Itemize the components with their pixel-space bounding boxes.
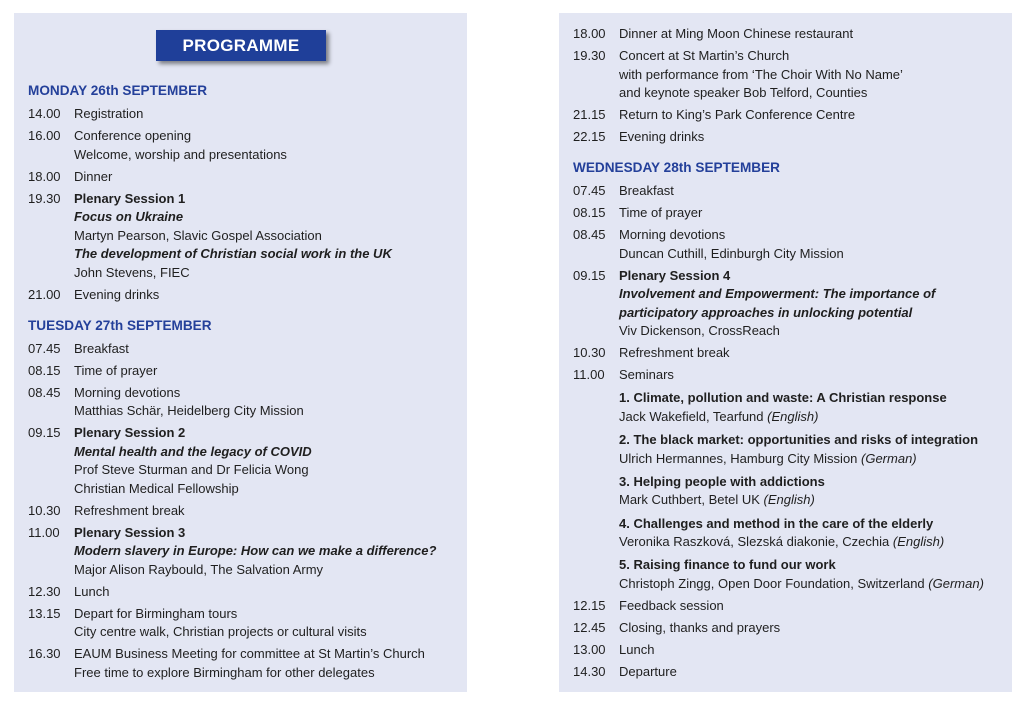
entry-time: 19.30 <box>573 48 606 63</box>
entry-details <box>74 286 466 305</box>
session-heading: Plenary Session 1 <box>74 190 186 206</box>
entry-details <box>74 168 466 187</box>
session-heading: 4. Challenges and method in the care of the elderly <box>619 515 934 531</box>
entry-details <box>74 605 466 642</box>
entry-details <box>619 597 1011 616</box>
entry-details <box>619 344 1011 363</box>
session-topic: Focus on Ukraine <box>74 209 184 224</box>
session-heading: 3. Helping people with addictions <box>619 473 825 489</box>
entry-time: 14.00 <box>28 106 61 121</box>
entry-details <box>619 182 1011 201</box>
entry-time: 14.30 <box>573 664 606 679</box>
entry-line: Dinner <box>74 168 113 184</box>
language-note: (English) <box>763 492 815 508</box>
entry-line: Seminars <box>619 367 674 382</box>
entry-line: Time of prayer <box>619 205 703 220</box>
entry-time: 10.30 <box>573 345 606 360</box>
entry-time: 07.45 <box>573 183 606 198</box>
entry-details <box>619 204 1011 223</box>
session-heading: 1. Climate, pollution and waste: A Christian response <box>619 390 947 406</box>
entry-line: Time of prayer <box>74 362 158 378</box>
entry-time: 09.15 <box>573 267 606 283</box>
entry-line: Depart for Birmingham tours <box>74 605 238 621</box>
entry-details <box>74 362 466 381</box>
session-heading: Plenary Session 3 <box>74 524 186 540</box>
entry-line: Evening drinks <box>619 129 705 144</box>
entry-line: Morning devotions <box>74 384 181 400</box>
entry-line: Prof Steve Sturman and Dr Felicia Wong <box>74 462 309 477</box>
entry-text: Ulrich Hermannes, Hamburg City Mission <box>619 450 862 466</box>
entry-details <box>619 663 1011 682</box>
entry-details <box>74 190 466 283</box>
entry-line: and keynote speaker Bob Telford, Counties <box>619 85 868 100</box>
session-topic: Mental health and the legacy of COVID <box>74 443 312 459</box>
entry-time: 09.15 <box>28 425 61 440</box>
entry-line: Christian Medical Fellowship <box>74 480 239 496</box>
entry-line: Refreshment break <box>619 345 730 360</box>
entry-line <box>619 491 1011 510</box>
entry-line: Refreshment break <box>74 502 185 518</box>
programme-panel-right <box>559 13 1012 692</box>
language-note: (English) <box>767 408 819 424</box>
session-topic: The development of Christian social work in the UK <box>74 246 392 261</box>
entry-details <box>619 366 1011 593</box>
entry-details <box>619 619 1011 638</box>
entry-text: Mark Cuthbert, Betel UK <box>619 492 764 508</box>
language-note: (English) <box>892 534 945 550</box>
entry-line: Lunch <box>619 642 655 657</box>
programme-banner: PROGRAMME <box>156 30 326 61</box>
entry-line: with performance from ‘The Choir With No Name’ <box>619 66 903 82</box>
entry-time: 12.30 <box>28 583 61 599</box>
entry-line <box>619 533 1011 552</box>
entry-details <box>619 106 1011 125</box>
session-topic: participatory approaches in unlocking potential <box>619 304 913 320</box>
language-note: (German) <box>861 450 917 466</box>
entry-line: Matthias Schär, Heidelberg City Mission <box>74 403 304 418</box>
entry-line: Free time to explore Birmingham for other delegates <box>74 664 375 680</box>
entry-line: Conference opening <box>74 128 192 143</box>
entry-line: Breakfast <box>74 340 129 356</box>
entry-line <box>619 575 1011 594</box>
entry-details <box>74 105 466 124</box>
entry-details <box>619 641 1011 660</box>
entry-details <box>74 127 466 164</box>
entry-line: Closing, thanks and prayers <box>619 620 781 635</box>
entry-text: Christoph Zingg, Open Door Foundation, Switzerland <box>619 575 929 591</box>
entry-time: 13.15 <box>28 605 61 621</box>
entry-line: Registration <box>74 106 144 121</box>
entry-time: 07.45 <box>28 340 61 356</box>
day-heading: TUESDAY 27th SEPTEMBER <box>28 317 212 333</box>
entry-line: Welcome, worship and presentations <box>74 146 287 162</box>
entry-time: 16.30 <box>28 646 61 661</box>
entry-line: Evening drinks <box>74 286 160 302</box>
entry-text: Jack Wakefield, Tearfund <box>619 408 768 424</box>
entry-line: Lunch <box>74 583 110 599</box>
entry-time: 12.45 <box>573 620 606 635</box>
language-note: (German) <box>928 575 984 591</box>
entry-time: 21.00 <box>28 286 61 302</box>
entry-line: Breakfast <box>619 183 674 198</box>
entry-time: 19.30 <box>28 190 61 206</box>
session-heading: 5. Raising finance to fund our work <box>619 557 836 573</box>
entry-line: Feedback session <box>619 598 724 613</box>
entry-details <box>619 267 1011 341</box>
entry-line: John Stevens, FIEC <box>74 264 190 280</box>
entry-line: Viv Dickenson, CrossReach <box>619 323 780 338</box>
entry-line: City centre walk, Christian projects or cultural visits <box>74 624 367 639</box>
entry-time: 12.15 <box>573 598 606 613</box>
entry-line: Major Alison Raybould, The Salvation Army <box>74 561 324 577</box>
entry-time: 16.00 <box>28 128 61 143</box>
entry-details <box>74 424 466 498</box>
entry-time: 10.30 <box>28 502 61 518</box>
entry-details <box>74 340 466 359</box>
session-heading: Plenary Session 2 <box>74 425 186 440</box>
entry-time: 13.00 <box>573 642 606 657</box>
entry-details <box>74 524 466 580</box>
entry-time: 18.00 <box>573 26 606 41</box>
entry-details <box>74 583 466 602</box>
entry-details <box>74 502 466 521</box>
entry-time: 11.00 <box>573 367 605 382</box>
entry-time: 08.45 <box>28 384 61 400</box>
entry-line: Departure <box>619 664 677 679</box>
day-heading: WEDNESDAY 28th SEPTEMBER <box>573 160 780 175</box>
session-topic: Modern slavery in Europe: How can we make a difference? <box>74 543 437 558</box>
session-heading: 2. The black market: opportunities and risks of integration <box>619 432 979 448</box>
entry-time: 18.00 <box>28 168 61 184</box>
entry-line: Martyn Pearson, Slavic Gospel Association <box>74 227 322 243</box>
entry-details <box>619 25 1011 44</box>
entry-text: Veronika Raszková, Slezská diakonie, Czechia <box>619 534 893 550</box>
entry-details <box>619 226 1011 263</box>
session-topic: Involvement and Empowerment: The importance of <box>619 286 936 301</box>
programme-panel-left <box>14 13 467 692</box>
day-heading: MONDAY 26th SEPTEMBER <box>28 83 208 98</box>
entry-details <box>619 47 1011 103</box>
entry-line: Concert at St Martin’s Church <box>619 48 790 63</box>
entry-line: Dinner at Ming Moon Chinese restaurant <box>619 26 854 41</box>
entry-line <box>619 408 1011 427</box>
entry-line <box>619 450 1011 469</box>
entry-line: Return to King’s Park Conference Centre <box>619 107 856 122</box>
entry-time: 22.15 <box>573 129 606 144</box>
entry-line: EAUM Business Meeting for committee at St Martin’s Church <box>74 646 425 661</box>
entry-time: 08.15 <box>28 362 61 378</box>
session-heading: Plenary Session 4 <box>619 267 731 283</box>
entry-details <box>619 128 1011 147</box>
entry-line: Morning devotions <box>619 227 726 242</box>
entry-details <box>74 384 466 421</box>
entry-time: 08.15 <box>573 205 606 220</box>
entry-line: Duncan Cuthill, Edinburgh City Mission <box>619 245 844 261</box>
entry-details <box>74 645 466 682</box>
entry-time: 08.45 <box>573 227 606 242</box>
entry-time: 11.00 <box>28 524 60 540</box>
entry-time: 21.15 <box>573 107 606 122</box>
